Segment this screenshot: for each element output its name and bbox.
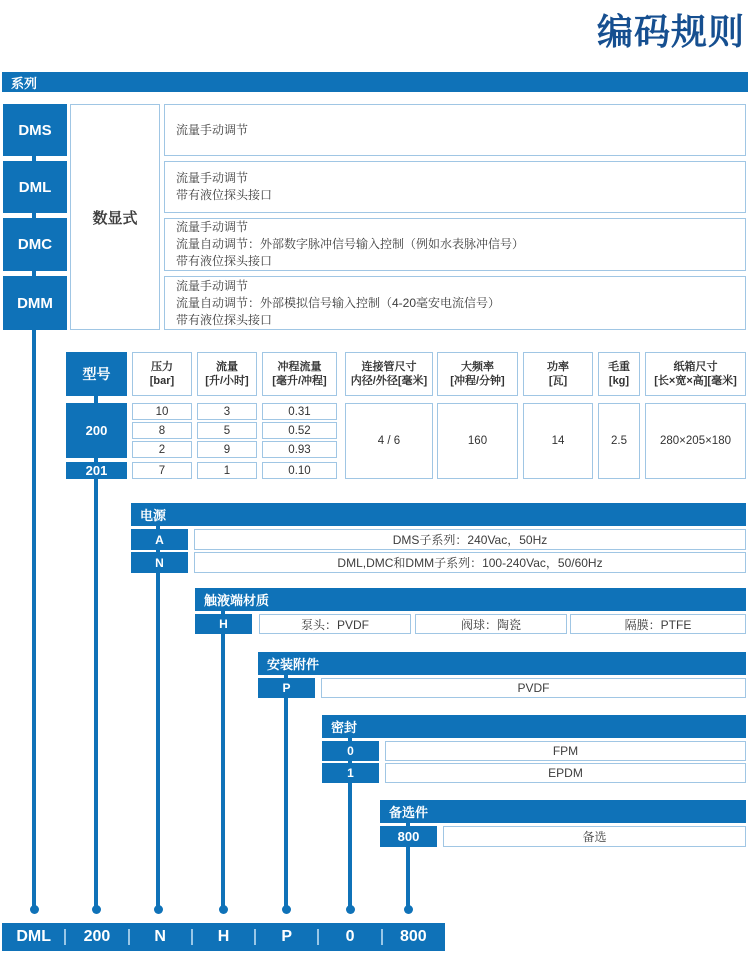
series-code-dmm: DMM — [3, 276, 67, 330]
series-group-label: 数显式 — [70, 104, 160, 330]
table-cell-pipe: 4 / 6 — [345, 403, 433, 479]
power-code-a: A — [131, 529, 188, 550]
connector-dot-material — [219, 905, 228, 914]
mounting-code-p: P — [258, 678, 315, 698]
table-cell: 10 — [132, 403, 192, 420]
page-title: 编码规则 — [596, 11, 745, 52]
table-cell: 0.10 — [262, 462, 337, 479]
material-value-valve-ball: 阀球：陶瓷 — [415, 614, 567, 634]
options-code-800: 800 — [380, 826, 437, 847]
seal-value-fpm: FPM — [385, 741, 746, 761]
table-cell: 1 — [197, 462, 257, 479]
series-desc-dms — [164, 104, 746, 156]
col-header-line: [毫升/冲程] — [272, 375, 327, 387]
seal-value-epdm: EPDM — [385, 763, 746, 783]
connector-dot-seal — [346, 905, 355, 914]
table-cell: 3 — [197, 403, 257, 420]
col-header-line: 纸箱尺寸 — [673, 361, 718, 373]
code-bar — [2, 923, 445, 951]
col-header-line: 大频率 — [461, 361, 494, 373]
desc-line: 带有液位探头接口 — [176, 312, 273, 327]
col-header-max-frequency — [437, 352, 518, 396]
power-value-a: DMS子系列：240Vac，50Hz — [194, 529, 746, 550]
table-cell: 0.31 — [262, 403, 337, 420]
col-header-line: [冲程/分钟] — [450, 375, 505, 387]
table-cell: 2 — [132, 441, 192, 458]
options-value: 备选 — [443, 826, 746, 847]
table-cell: 7 — [132, 462, 192, 479]
power-code-n: N — [131, 552, 188, 573]
col-header-power — [523, 352, 593, 396]
col-header-line: [长×宽×高][毫米] — [654, 375, 737, 387]
series-desc-dmm — [164, 276, 746, 330]
table-cell: 0.93 — [262, 441, 337, 458]
desc-line: 带有液位探头接口 — [176, 254, 273, 268]
desc-line: 流量手动调节 — [176, 220, 249, 234]
connector-dot-options — [404, 905, 413, 914]
desc-line: 流量手动调节 — [176, 122, 249, 137]
code-bar-segment-material: H — [192, 923, 255, 951]
series-desc-dmc — [164, 218, 746, 271]
seal-code-0: 0 — [322, 741, 379, 761]
code-bar-segment-series: DML — [16, 928, 51, 945]
col-header-line: [bar] — [149, 375, 175, 387]
power-section-header: 电源 — [131, 503, 746, 526]
code-bar-segment-power: N — [129, 923, 192, 951]
table-cell-weight: 2.5 — [598, 403, 640, 479]
seal-section-header: 密封 — [322, 715, 746, 738]
col-header-line: [瓦] — [548, 375, 568, 387]
table-cell-carton: 280×205×180 — [645, 403, 746, 479]
series-code-dms: DMS — [3, 104, 67, 156]
col-header-line: [kg] — [608, 375, 630, 387]
table-cell: 5 — [197, 422, 257, 439]
code-bar-segment-mounting: P — [255, 923, 318, 951]
series-section-header: 系列 — [2, 72, 748, 92]
mounting-value: PVDF — [321, 678, 746, 698]
col-header-line: [升/小时] — [205, 375, 249, 387]
desc-line: 流量手动调节 — [176, 278, 249, 293]
col-header-line: 连接管尺寸 — [361, 361, 417, 373]
code-bar-segment-seal: 0 — [318, 923, 381, 951]
desc-line: 流量自动调节：外部模拟信号输入控制（4-20毫安电流信号） — [176, 295, 501, 310]
connector-line-options — [406, 808, 410, 912]
material-section-header: 触液端材质 — [195, 588, 746, 611]
model-code-201: 201 — [66, 462, 127, 479]
col-header-stroke-volume — [262, 352, 337, 396]
series-desc-dml — [164, 161, 746, 213]
desc-line: 带有液位探头接口 — [176, 188, 273, 202]
model-table-corner: 型号 — [66, 352, 127, 396]
options-section-header: 备选件 — [380, 800, 746, 823]
table-cell-power: 14 — [523, 403, 593, 479]
seal-code-1: 1 — [322, 763, 379, 783]
model-code-200: 200 — [66, 403, 127, 458]
table-cell: 0.52 — [262, 422, 337, 439]
series-code-dml: DML — [3, 161, 67, 213]
table-cell: 8 — [132, 422, 192, 439]
connector-line-material — [221, 596, 225, 912]
desc-line: 流量自动调节：外部数字脉冲信号输入控制（例如水表脉冲信号） — [176, 237, 525, 251]
col-header-line: 毛重 — [608, 361, 630, 373]
mounting-section-header: 安装附件 — [258, 652, 746, 675]
connector-dot-series — [30, 905, 39, 914]
connector-dot-power — [154, 905, 163, 914]
col-header-line: 功率 — [547, 361, 569, 373]
col-header-weight — [598, 352, 640, 396]
power-value-n: DML,DMC和DMM子系列：100-240Vac，50/60Hz — [194, 552, 746, 573]
col-header-line: 压力 — [151, 361, 173, 373]
col-header-pipe-size — [345, 352, 433, 396]
col-header-carton — [645, 352, 746, 396]
col-header-line: 流量 — [216, 361, 238, 373]
col-header-line: 冲程流量 — [277, 361, 322, 373]
col-header-line: 内径/外径[毫米] — [350, 375, 428, 387]
material-value-diaphragm: 隔膜：PTFE — [570, 614, 746, 634]
code-bar-segment-options: 800 — [382, 923, 445, 951]
connector-dot-model — [92, 905, 101, 914]
table-cell-frequency: 160 — [437, 403, 518, 479]
material-value-pump-head: 泵头：PVDF — [259, 614, 411, 634]
desc-line: 流量手动调节 — [176, 171, 249, 185]
code-bar-segment-model: 200 — [65, 923, 128, 951]
material-code-h: H — [195, 614, 252, 634]
col-header-flow — [197, 352, 257, 396]
col-header-pressure — [132, 352, 192, 396]
table-cell: 9 — [197, 441, 257, 458]
connector-dot-mounting — [282, 905, 291, 914]
series-code-dmc: DMC — [3, 218, 67, 271]
